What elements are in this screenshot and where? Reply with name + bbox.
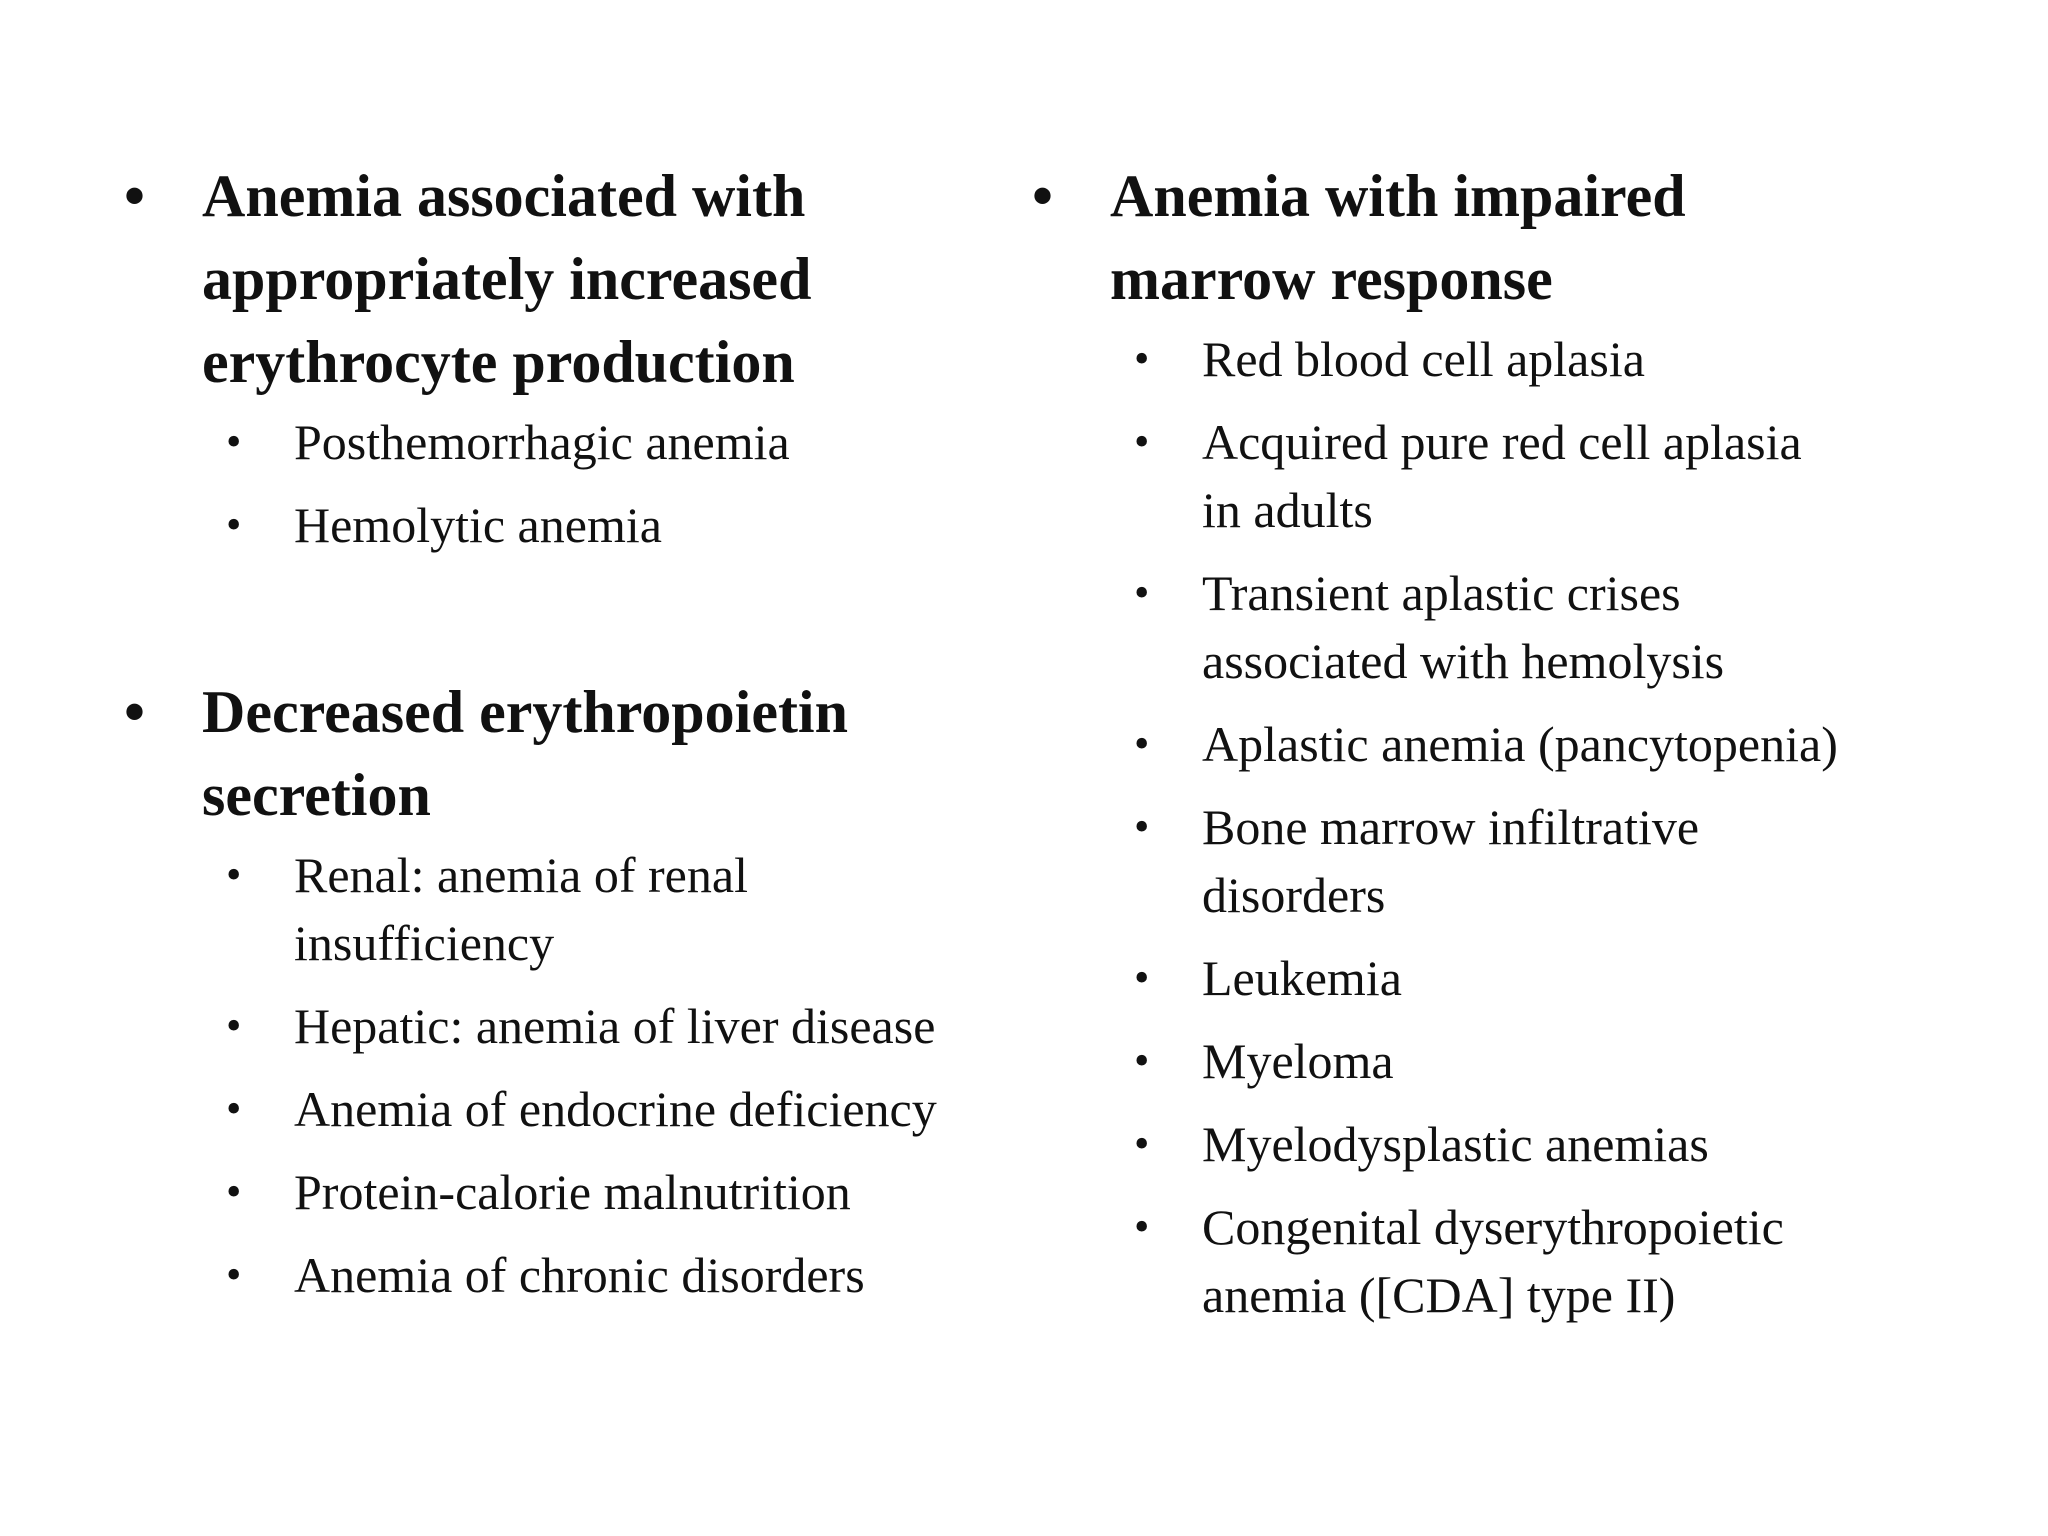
bullet-icon: • [226, 1001, 242, 1050]
bullet-icon: • [226, 850, 242, 899]
section-heading-row [124, 671, 1024, 837]
sub-list [124, 841, 1024, 1309]
list-item [1032, 559, 2032, 695]
list-item [124, 491, 1024, 559]
item-line: associated with hemolysis [1202, 633, 1725, 689]
item-line: disorders [1202, 867, 1386, 923]
bullet-icon: • [226, 417, 242, 466]
item-line: insufficiency [294, 915, 555, 971]
heading-line: erythrocyte production [202, 329, 795, 395]
list-item [1032, 1193, 2032, 1329]
section-heading [202, 671, 1024, 837]
item-line: Congenital dyserythropoietic [1202, 1199, 1784, 1255]
bullet-icon: • [1134, 1036, 1150, 1085]
list-item [124, 841, 1024, 977]
heading-line: marrow response [1110, 246, 1553, 312]
list-item [1032, 944, 2032, 1012]
item-line: Renal: anemia of renal [294, 847, 748, 903]
item-line: Anemia of chronic disorders [294, 1247, 865, 1303]
sub-list [1032, 325, 2032, 1329]
list-item [124, 408, 1024, 476]
section-heading-row [124, 155, 1024, 404]
bullet-icon: • [226, 1250, 242, 1299]
heading-line: Anemia with impaired [1110, 163, 1686, 229]
sub-list [124, 408, 1024, 559]
bullet-icon: • [1134, 334, 1150, 383]
item-line: Bone marrow infiltrative [1202, 799, 1700, 855]
item-line: Aplastic anemia (pancytopenia) [1202, 716, 1838, 772]
section-increased-production [124, 155, 1024, 559]
list-item [1032, 793, 2032, 929]
item-line: Hemolytic anemia [294, 497, 662, 553]
heading-line: secretion [202, 762, 431, 828]
list-item [1032, 1110, 2032, 1178]
left-column [124, 155, 1024, 1324]
bullet-icon: • [1134, 417, 1150, 466]
section-heading-row [1032, 155, 2032, 321]
item-line: in adults [1202, 482, 1373, 538]
list-item [124, 1158, 1024, 1226]
item-line: Posthemorrhagic anemia [294, 414, 790, 470]
list-item [124, 992, 1024, 1060]
section-decreased-epo [124, 671, 1024, 1309]
bullet-icon: • [1134, 953, 1150, 1002]
right-column [1032, 155, 2032, 1344]
bullet-icon: • [1134, 568, 1150, 617]
list-item [1032, 1027, 2032, 1095]
list-item [124, 1075, 1024, 1143]
bullet-icon: • [226, 500, 242, 549]
item-line: Red blood cell aplasia [1202, 331, 1645, 387]
heading-line: appropriately increased [202, 246, 812, 312]
heading-line: Decreased erythropoietin [202, 679, 848, 745]
item-line: Anemia of endocrine deficiency [294, 1081, 937, 1137]
bullet-icon: • [1134, 1119, 1150, 1168]
item-line: Transient aplastic crises [1202, 565, 1681, 621]
bullet-icon: • [226, 1084, 242, 1133]
list-item [124, 1241, 1024, 1309]
item-line: Myelodysplastic anemias [1202, 1116, 1709, 1172]
bullet-icon: • [1134, 802, 1150, 851]
bullet-icon: • [1134, 1202, 1150, 1251]
list-item [1032, 710, 2032, 778]
list-item [1032, 408, 2032, 544]
section-heading [202, 155, 1024, 404]
item-line: Acquired pure red cell aplasia [1202, 414, 1802, 470]
bullet-icon: • [124, 163, 146, 229]
bullet-icon: • [1032, 163, 1054, 229]
heading-line: Anemia associated with [202, 163, 806, 229]
section-impaired-marrow [1032, 155, 2032, 1329]
bullet-icon: • [124, 679, 146, 745]
list-item [1032, 325, 2032, 393]
item-line: anemia ([CDA] type II) [1202, 1267, 1676, 1323]
section-heading [1110, 155, 2032, 321]
item-line: Hepatic: anemia of liver disease [294, 998, 936, 1054]
bullet-icon: • [1134, 719, 1150, 768]
item-line: Protein-calorie malnutrition [294, 1164, 851, 1220]
bullet-icon: • [226, 1167, 242, 1216]
item-line: Leukemia [1202, 950, 1402, 1006]
item-line: Myeloma [1202, 1033, 1394, 1089]
